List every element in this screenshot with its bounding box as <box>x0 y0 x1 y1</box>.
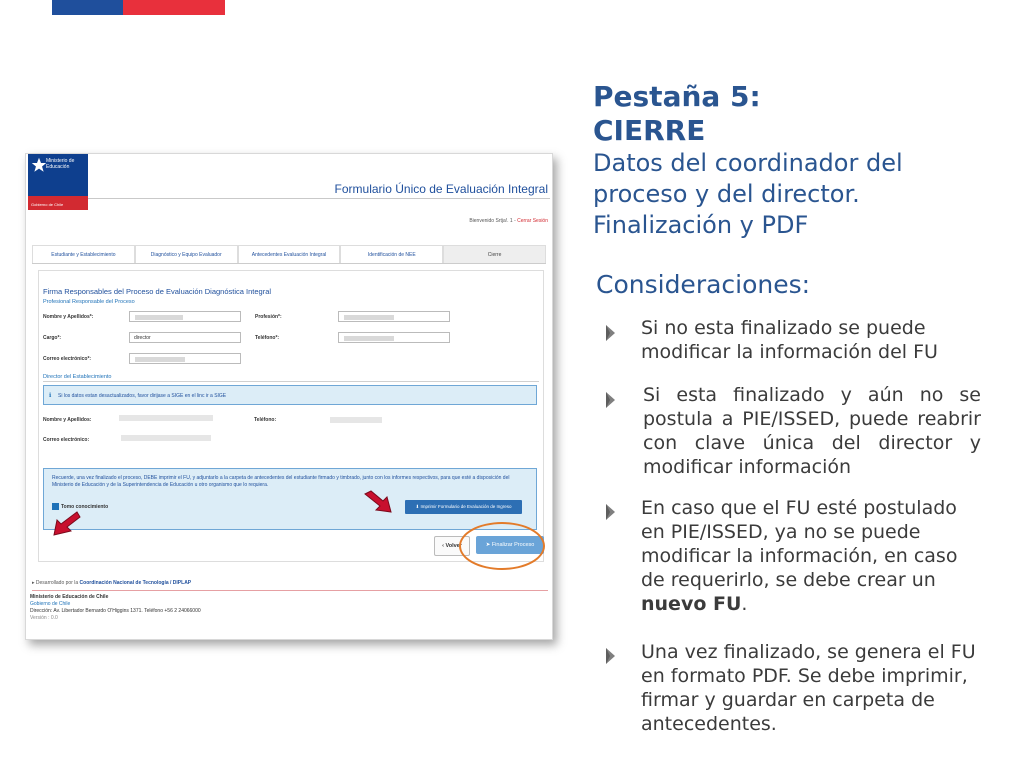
tab-cierre[interactable]: Cierre <box>443 245 546 263</box>
flag-blue-segment <box>52 0 123 15</box>
email-label: Correo electrónico*: <box>43 356 92 362</box>
heading-line1: Pestaña 5: <box>593 80 761 113</box>
dev-prefix: ▸ Desarrollado por la <box>32 580 80 586</box>
finish-process-button[interactable]: ➤ Finalizar Proceso <box>476 536 544 554</box>
director-email-label: Correo electrónico: <box>43 437 90 443</box>
reminder-text: Recuerde, una vez finalizado el proceso, DEBE imprimir el FU, y adjuntarlo a la carpeta de antecedentes del estudiante firmado y timbrado, junto con los informes respectivos, para que esté a disposición del Ministerio de Educación y de la Superintendencia de Educación u otro organismo que lo requiera. <box>52 475 510 488</box>
phone-label: Teléfono*: <box>255 335 280 341</box>
triangle-bullet-icon <box>603 390 617 410</box>
subtitle-line1: Datos del coordinador del <box>593 149 903 177</box>
bullet-3-text: En caso que el FU esté postulado en PIE/ISSED, ya no se puede modificar la información, en caso de requerirlo, se debe crear un <box>641 497 958 591</box>
info-icon: ℹ <box>49 393 52 399</box>
print-form-button[interactable]: ⬇ Imprimir Formulario de Evaluación de Ingreso <box>405 500 522 514</box>
flag-bar <box>52 0 225 15</box>
footer-ministry: Ministerio de Educación de Chile <box>30 594 109 600</box>
back-button[interactable]: ‹ Volver <box>434 536 470 556</box>
section-title: Firma Responsables del Proceso de Evaluación Diagnóstica Integral <box>43 287 272 296</box>
logo-line1: Ministerio de <box>46 158 75 164</box>
welcome-bar <box>469 218 548 224</box>
footer-address: Dirección: Av. Libertador Bernardo O'Higgins 1371. Teléfono +56 2 24066000 <box>30 608 201 614</box>
subtitle-line2: proceso y del director. <box>593 180 860 208</box>
phone-input[interactable] <box>338 332 450 343</box>
name-label: Nombre y Apellidos*: <box>43 314 94 320</box>
form-title: Formulario Único de Evaluación Integral <box>334 182 548 196</box>
director-email-value <box>121 435 211 441</box>
logo-footer: Gobierno de Chile <box>31 202 64 207</box>
bullet-1: Si no esta finalizado se puede modificar la información del FU <box>641 317 938 363</box>
cierre-panel <box>38 270 544 562</box>
email-input[interactable] <box>129 353 241 364</box>
site-footer <box>30 594 201 622</box>
ministry-logo <box>28 154 88 210</box>
form-screenshot <box>25 153 553 640</box>
heading-line2: CIERRE <box>593 114 706 147</box>
dev-org: Coordinación Nacional de Tecnología / DIPLAP <box>79 580 192 586</box>
finish-highlight-circle <box>459 522 545 570</box>
footer-gov-link[interactable]: Gobierno de Chile <box>30 601 71 607</box>
bullet-4: Una vez finalizado, se genera el FU en formato PDF. Se debe imprimir, firmar y guardar en carpeta de antecedentes. <box>641 641 976 735</box>
name-input[interactable] <box>129 311 241 322</box>
director-name-label: Nombre y Apellidos: <box>43 417 92 423</box>
reminder-box <box>43 468 537 530</box>
slide-heading <box>593 80 903 241</box>
tab-nee[interactable]: Identificación de NEE <box>340 245 443 263</box>
profession-label: Profesión*: <box>255 314 282 320</box>
bullet-3-bold: nuevo FU <box>641 593 742 615</box>
cargo-label: Cargo*: <box>43 335 62 341</box>
triangle-bullet-icon <box>603 323 617 343</box>
director-phone-value <box>330 417 382 423</box>
cargo-input[interactable]: director <box>129 332 241 343</box>
logout-link[interactable]: Cerrar Sesión <box>517 218 548 224</box>
arrow-pointer-icon <box>363 490 395 514</box>
director-heading: Director del Establecimiento <box>43 374 112 380</box>
considerations-heading: Consideraciones: <box>596 270 811 299</box>
sige-info-text: Si los datos estan desactualizados, favor dirijase a SIGE en el linc ir a SIGE <box>58 393 227 399</box>
subtitle-line3: Finalización y PDF <box>593 211 809 239</box>
director-phone-label: Teléfono: <box>254 417 277 423</box>
footer-version: Versión : 0.0 <box>30 615 58 621</box>
triangle-bullet-icon <box>603 646 617 666</box>
arrow-pointer-icon <box>51 509 83 537</box>
sige-info <box>43 385 537 405</box>
tab-estudiante[interactable]: Estudiante y Establecimiento <box>32 245 135 263</box>
flag-red-segment <box>123 0 225 15</box>
star-icon <box>31 157 47 173</box>
bullet-3 <box>641 496 981 616</box>
profession-input[interactable] <box>338 311 450 322</box>
form-tabs <box>32 245 546 264</box>
welcome-text: Bienvenido Srtja!. 1 - <box>469 218 518 224</box>
triangle-bullet-icon <box>603 502 617 522</box>
developed-by <box>32 580 191 586</box>
tab-antecedentes[interactable]: Antecedentes Evaluación Integral <box>238 245 341 263</box>
bullet-2: Si esta finalizado y aún no se postula a PIE/ISSED, puede reabrir con clave única del director y modificar información <box>643 384 981 478</box>
tab-diagnostico[interactable]: Diagnóstico y Equipo Evaluador <box>135 245 238 263</box>
director-name-value <box>119 415 213 421</box>
logo-line2: Educación <box>46 164 70 170</box>
professional-heading: Profesional Responsable del Proceso <box>43 299 135 305</box>
bullet-3-end: . <box>741 593 748 615</box>
acknowledge-label: Tomo conocimiento <box>61 503 109 510</box>
